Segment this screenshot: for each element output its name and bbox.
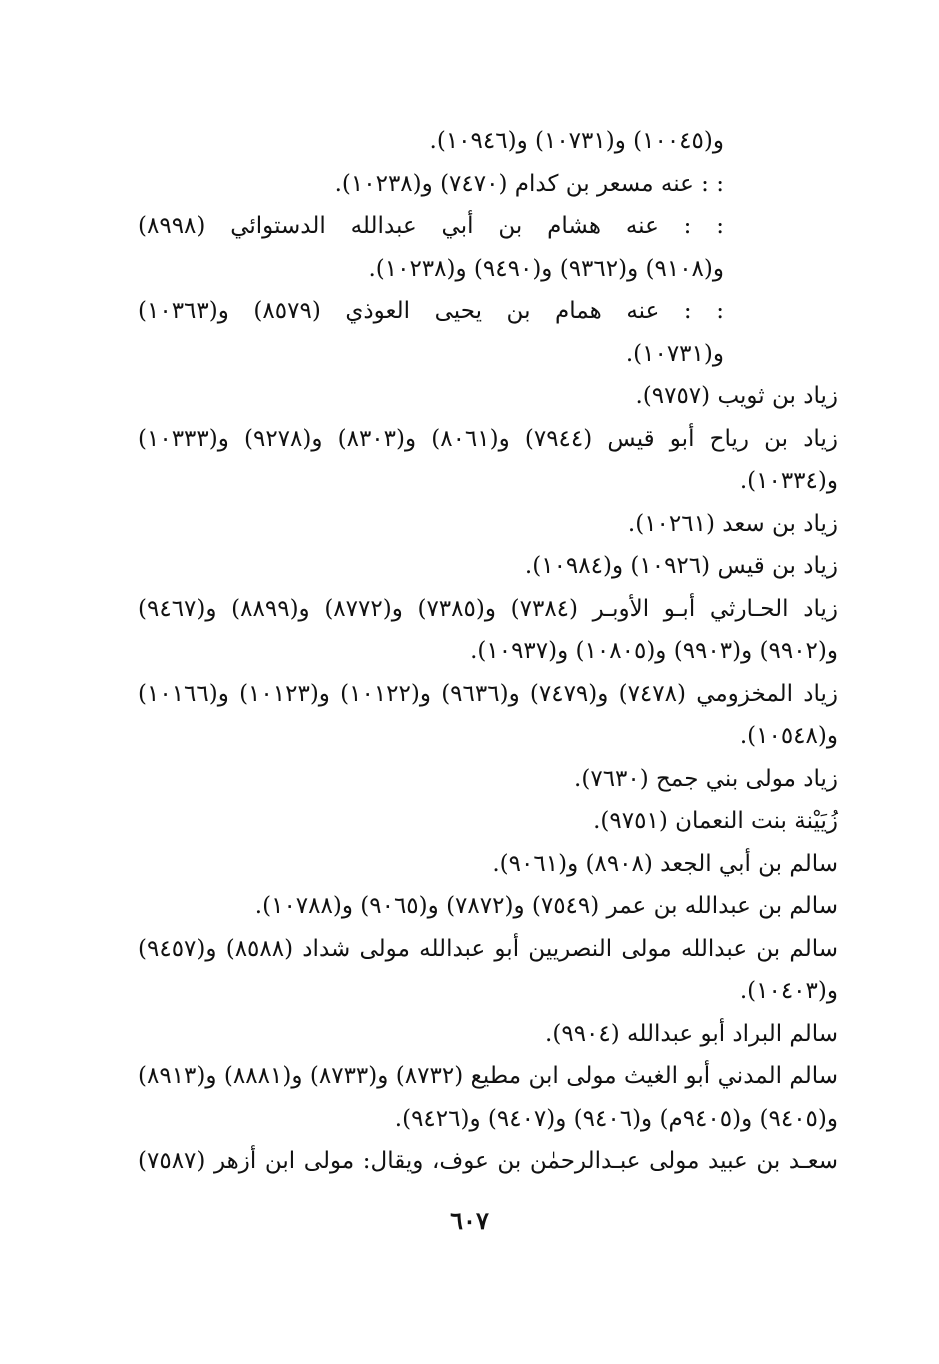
text-line: و(١٠٤٠٣). [739, 978, 838, 1004]
text-line: زياد المخزومي (٧٤٧٨) و(٧٤٧٩) و(٩٦٣٦) و(١٠١٢٢) و(١٠١٢٣) و(١٠١٦٦) [138, 680, 838, 707]
text-line: سالم البراد أبو عبدالله (٩٩٠٤). [545, 1020, 838, 1047]
text-line: زياد بن ثويب (٩٧٥٧). [635, 383, 838, 409]
text-line: و(١٠٣٣٤). [739, 468, 838, 494]
text-line: : : عنه همام بن يحيى العوذي (٨٥٧٩) و(١٠٣٦٣) [138, 298, 724, 324]
text-line: : : عنه هشام بن أبي عبدالله الدستوائي (٨٩٩٨) [138, 213, 724, 239]
text-line: و(٩٤٠٥) و(٩٤٠٥م) و(٩٤٠٦) و(٩٤٠٧) و(٩٤٢٦). [394, 1105, 838, 1132]
text-line: زياد الحـارثي أبـو الأوبـر (٧٣٨٤) و(٧٣٨٥) و(٨٧٧٢) و(٨٨٩٩) و(٩٤٦٧) [138, 595, 838, 622]
text-line: زياد بن رياح أبو قيس (٧٩٤٤) و(٨٠٦١) و(٨٣٠٣) و(٩٢٧٨) و(١٠٣٣٣) [138, 425, 838, 452]
text-line: زُيَيْنة بنت النعمان (٩٧٥١). [593, 808, 838, 834]
text-line: و(١٠٥٤٨). [739, 723, 838, 749]
text-line: سالم بن عبدالله مولى النصريين أبو عبدالله مولى شداد (٨٥٨٨) و(٩٤٥٧) [138, 935, 838, 962]
text-line: سالم بن أبي الجعد (٨٩٠٨) و(٩٠٦١). [492, 850, 838, 877]
text-line: سالم المدني أبو الغيث مولى ابن مطيع (٨٧٣٢) و(٨٧٣٣) و(٨٨٨١) و(٨٩١٣) [138, 1063, 839, 1089]
text-line: زياد مولى بني جمح (٧٦٣٠). [574, 765, 838, 792]
text-line: و(١٠٠٤٥) و(١٠٧٣١) و(١٠٩٤٦). [429, 128, 724, 154]
text-line: سالم بن عبدالله بن عمر (٧٥٤٩) و(٧٨٧٢) و(٩٠٦٥) و(١٠٧٨٨). [254, 893, 838, 919]
text-line: و(١٠٧٣١). [625, 340, 724, 367]
page-body [138, 120, 838, 1183]
text-line: سعـد بن عبيد مولى عبـدالرحمٰن بن عوف، ويقال: مولى ابن أزهر (٧٥٨٧) [138, 1148, 838, 1174]
text-line: زياد بن سعد (١٠٢٦١). [627, 510, 838, 537]
page-number: ٦٠٧ [450, 1206, 489, 1235]
text-line: و(٩٩٠٢) و(٩٩٠٣) و(١٠٨٠٥) و(١٠٩٣٧). [470, 638, 838, 664]
text-line: و(٩١٠٨) و(٩٣٦٢) و(٩٤٩٠) و(١٠٢٣٨). [368, 255, 724, 282]
text-line: زياد بن قيس (١٠٩٢٦) و(١٠٩٨٤). [524, 553, 838, 579]
text-line: : : عنه مسعر بن كدام (٧٤٧٠) و(١٠٢٣٨). [334, 170, 724, 197]
